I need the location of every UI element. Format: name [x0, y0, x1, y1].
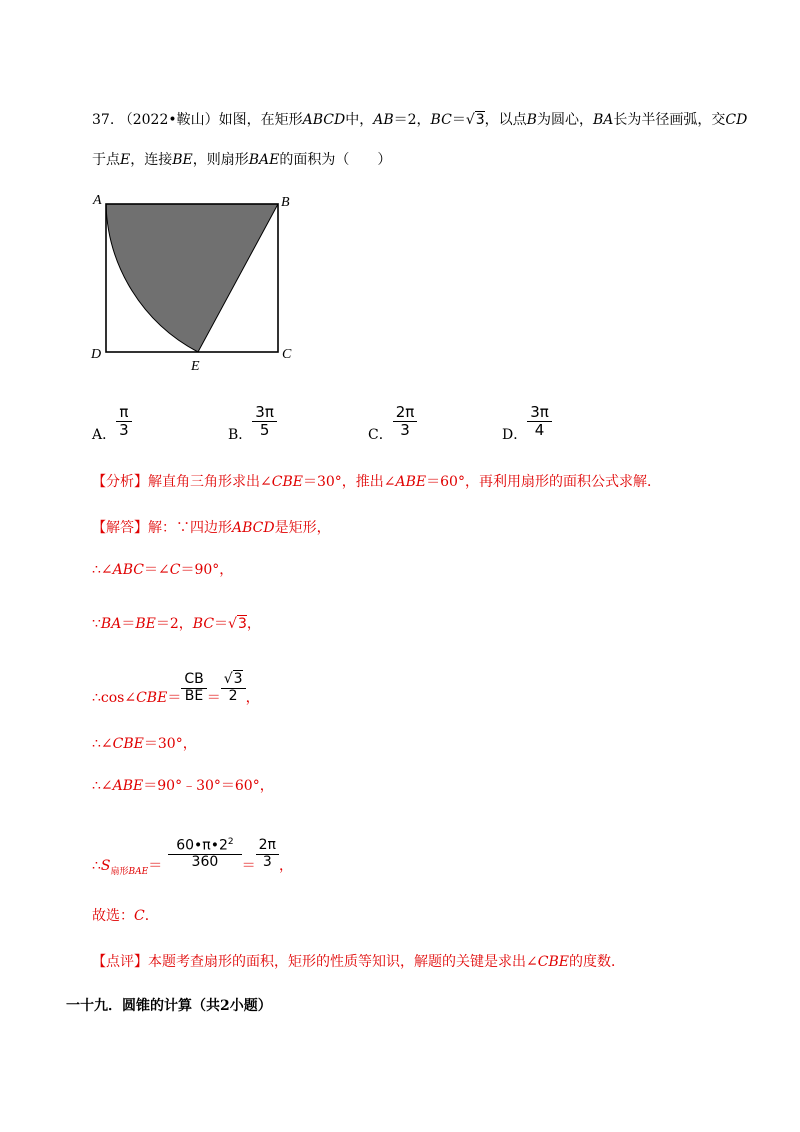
text: ，连接	[130, 152, 173, 168]
text: 解：∵四边形	[148, 520, 232, 536]
question-number: 37.	[92, 112, 115, 128]
text: ，以点	[484, 112, 527, 128]
fraction	[256, 838, 279, 870]
var: BA	[592, 112, 614, 128]
text: ∴	[92, 858, 101, 874]
var: ABCD	[302, 112, 346, 128]
text: ＝	[241, 858, 256, 874]
numerator: π	[116, 404, 132, 422]
label-a: A	[93, 193, 102, 208]
text: 的面积为（ ）	[279, 152, 392, 168]
text: ＝60°，再利用扇形的面积公式求解．	[426, 474, 661, 490]
fraction	[181, 672, 206, 704]
text: ，则扇形	[192, 152, 249, 168]
var: C	[134, 908, 145, 924]
label-b: B	[281, 195, 290, 210]
text: 为圆心，	[536, 112, 593, 128]
text: ∴∠	[92, 778, 113, 794]
text: ＝90°﹣30°＝60°，	[143, 778, 274, 794]
var: S	[100, 858, 111, 874]
var: ABE	[395, 474, 427, 490]
step-5	[92, 776, 274, 796]
var: AB	[373, 112, 394, 128]
question-line-1	[92, 110, 747, 130]
fraction	[252, 404, 277, 438]
var: B	[526, 112, 537, 128]
denominator: 4	[534, 420, 545, 439]
step-4	[92, 734, 197, 754]
text: ＝30°，	[143, 736, 197, 752]
text: 的度数．	[568, 954, 625, 970]
subscript	[111, 867, 149, 877]
text: ＝∠	[144, 562, 170, 578]
choice-line	[92, 906, 159, 926]
denominator: 2	[228, 687, 238, 704]
text: ＝	[148, 858, 163, 874]
var: CBE	[537, 954, 569, 970]
rectangle-figure	[88, 188, 308, 378]
numerator: 2π	[256, 838, 279, 854]
text: ＝2，	[155, 616, 193, 632]
text: 中，	[345, 112, 374, 128]
text: ＝2，	[393, 112, 431, 128]
question-line-2	[92, 150, 391, 170]
text: ∵	[92, 616, 101, 632]
text: ∴∠	[92, 736, 113, 752]
text: 60•π•2	[176, 837, 228, 854]
text: ．	[144, 908, 159, 924]
var: BE	[172, 152, 193, 168]
section-heading: 一十九．圆锥的计算（共2小题）	[66, 998, 272, 1014]
var: CBE	[271, 474, 303, 490]
text: 是矩形，	[274, 520, 331, 536]
text: ＝	[206, 690, 221, 706]
radicand: 3	[233, 671, 243, 688]
text: ，	[245, 690, 260, 706]
denominator: 3	[262, 853, 272, 870]
analysis-tag: 【分析】	[92, 474, 148, 490]
var: CD	[725, 112, 748, 128]
step-6	[92, 830, 293, 896]
option-a[interactable]	[92, 404, 132, 444]
option-b[interactable]	[228, 404, 277, 444]
text: ，	[246, 616, 261, 632]
option-letter: A．	[92, 427, 117, 443]
text: ∴∠	[92, 562, 113, 578]
option-letter: B．	[228, 427, 253, 443]
text: ＝30°，推出∠	[302, 474, 396, 490]
answer-line	[92, 518, 331, 538]
radicand: 3	[237, 616, 247, 632]
shaded-sector	[106, 204, 278, 352]
text: 解直角三角形求出∠	[148, 474, 272, 490]
fraction	[168, 838, 241, 870]
option-d[interactable]	[502, 404, 552, 444]
var: BA	[100, 616, 122, 632]
step-1	[92, 560, 233, 580]
label-d: D	[91, 347, 102, 362]
denominator: 360	[191, 853, 219, 870]
text: 扇形	[110, 867, 129, 877]
fraction	[116, 404, 132, 438]
numerator: 2π	[393, 404, 418, 422]
text: ＝90°，	[180, 562, 234, 578]
sqrt: √3	[465, 112, 485, 128]
var: BC	[192, 616, 215, 632]
denominator: 3	[119, 420, 129, 439]
analysis-line	[92, 472, 661, 492]
var: ABCD	[232, 520, 275, 536]
var: BE	[135, 616, 156, 632]
step-2	[92, 614, 261, 634]
fraction	[527, 404, 552, 438]
text: ，	[278, 858, 293, 874]
text: 故选：	[92, 908, 134, 924]
var: ABE	[112, 778, 144, 794]
option-c[interactable]	[368, 404, 417, 444]
text: ＝	[451, 112, 466, 128]
text: ＝	[121, 616, 136, 632]
var: E	[120, 152, 131, 168]
numerator: CB	[181, 672, 206, 688]
text: ＝	[167, 690, 182, 706]
numerator: √3	[221, 672, 246, 688]
label-e: E	[191, 359, 200, 374]
numerator	[168, 838, 241, 855]
denominator: BE	[184, 687, 204, 704]
radicand: 3	[475, 112, 485, 128]
review-tag: 【点评】	[92, 954, 148, 970]
var: CBE	[136, 690, 168, 706]
text: 长为半径画弧，交	[613, 112, 726, 128]
denominator: 5	[259, 420, 270, 439]
var: CBE	[112, 736, 144, 752]
review-line	[92, 952, 625, 972]
numerator: 3π	[252, 404, 277, 422]
text: ＝	[214, 616, 229, 632]
exponent: 2	[227, 836, 234, 847]
fraction	[221, 672, 246, 704]
denominator: 3	[400, 420, 410, 439]
fraction	[393, 404, 418, 438]
option-letter: D．	[502, 427, 528, 443]
var: BC	[430, 112, 452, 128]
text: ∴cos∠	[92, 690, 137, 706]
var: BAE	[248, 152, 280, 168]
sqrt: √3	[228, 616, 247, 632]
numerator: 3π	[527, 404, 552, 422]
text: 于点	[92, 152, 120, 168]
step-3	[92, 666, 260, 720]
label-c: C	[282, 347, 292, 362]
option-letter: C．	[368, 427, 393, 443]
var: BAE	[128, 867, 149, 877]
var: C	[169, 562, 181, 578]
question-source: （2022•鞍山）	[118, 112, 219, 128]
answer-tag: 【解答】	[92, 520, 148, 536]
text: 如图，在矩形	[218, 112, 303, 128]
text: 本题考查扇形的面积，矩形的性质等知识，解题的关键是求出∠	[148, 954, 538, 970]
var: ABC	[112, 562, 145, 578]
